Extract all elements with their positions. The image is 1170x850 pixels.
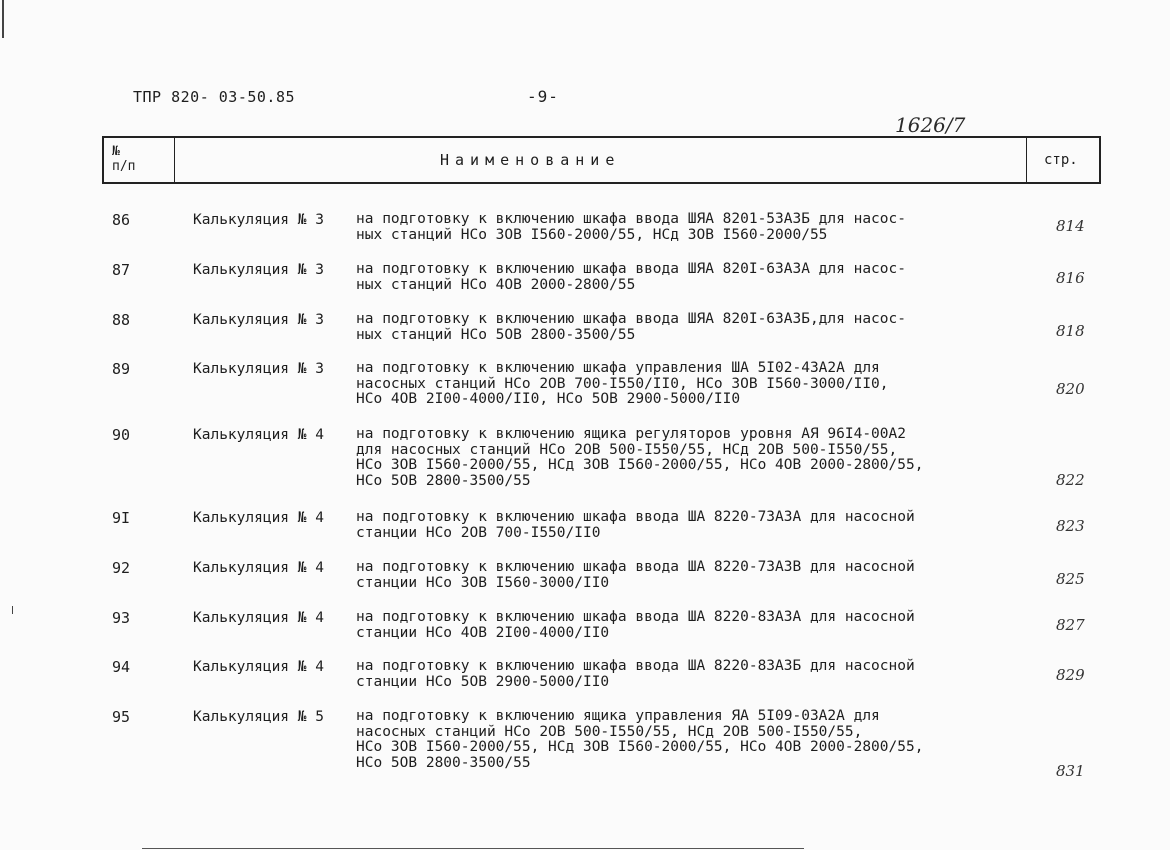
column-divider xyxy=(174,138,175,182)
page-reference: 829 xyxy=(1056,666,1085,684)
description-line: на подготовку к включению шкафа ввода ША 8220-83А3Б для насосной xyxy=(356,658,915,674)
row-number: 94 xyxy=(112,658,131,676)
description-line: на подготовку к включению шкафа ввода ШЯА 820I-63А3Б,для насос- xyxy=(356,311,906,327)
sheet-code: 1626/7 xyxy=(895,113,966,137)
description-line: станции НСо 5ОВ 2900-5000/II0 xyxy=(356,673,610,690)
description-line: станции НСо 4ОВ 2I00-4000/II0 xyxy=(356,624,610,641)
calculation-label: Калькуляция № 3 xyxy=(193,361,324,377)
calculation-label: Калькуляция № 3 xyxy=(193,312,324,328)
page-reference: 827 xyxy=(1056,616,1085,634)
page-reference: 820 xyxy=(1056,380,1085,398)
description-line: ных станций НСо 4ОВ 2000-2800/55 xyxy=(356,276,636,293)
description-line: на подготовку к включению шкафа ввода ША 8220-73А3В для насосной xyxy=(356,559,915,575)
description-line: НСо 3ОВ I560-2000/55, НСд 3ОВ I560-2000/55, НСо 4ОВ 2000-2800/55, xyxy=(356,739,924,755)
calculation-label: Калькуляция № 4 xyxy=(193,510,324,526)
description-line: станции НСо 3ОВ I560-3000/II0 xyxy=(356,574,610,591)
page-number: -9- xyxy=(527,87,559,106)
description-line: на подготовку к включению ящика управления ЯА 5I09-03А2А для xyxy=(356,708,880,724)
row-number: 95 xyxy=(112,708,131,726)
description-line: на подготовку к включению ящика регуляторов уровня АЯ 96I4-00А2 xyxy=(356,426,906,442)
calculation-label: Калькуляция № 3 xyxy=(193,262,324,278)
page-reference: 823 xyxy=(1056,517,1085,535)
description-line: НСо 4ОВ 2I00-4000/II0, НСо 5ОВ 2900-5000/II0 xyxy=(356,391,741,407)
scan-edge-mark xyxy=(2,0,4,38)
description-line: ных станций НСо 3ОВ I560-2000/55, НСд 3ОВ I560-2000/55 xyxy=(356,226,828,243)
header-number-column xyxy=(112,144,135,174)
calculation-label: Калькуляция № 4 xyxy=(193,427,324,443)
page-reference: 825 xyxy=(1056,570,1085,588)
page-reference: 822 xyxy=(1056,471,1085,489)
row-number: 87 xyxy=(112,261,131,279)
page-reference: 816 xyxy=(1056,269,1085,287)
description-line: на подготовку к включению шкафа управления ША 5I02-43А2А для xyxy=(356,360,880,376)
calculation-label: Калькуляция № 5 xyxy=(193,709,324,725)
page-reference: 818 xyxy=(1056,322,1085,340)
calculation-label: Калькуляция № 3 xyxy=(193,212,324,228)
row-number: 9I xyxy=(112,509,131,527)
row-number: 90 xyxy=(112,426,131,444)
description-line: НСо 5ОВ 2800-3500/55 xyxy=(356,754,531,771)
calculation-label: Калькуляция № 4 xyxy=(193,610,324,626)
row-number: 92 xyxy=(112,559,131,577)
description-line: на подготовку к включению шкафа ввода ШЯА 820I-63А3А для насос- xyxy=(356,261,906,277)
bottom-rule xyxy=(142,848,804,849)
description-line: насосных станций НСо 2ОВ 700-I550/II0, НСо 3ОВ I560-3000/II0, xyxy=(356,375,889,392)
description-line: на подготовку к включению шкафа ввода ША 8220-73А3А для насосной xyxy=(356,509,915,525)
description-line: для насосных станций НСо 2ОВ 500-I550/55, НСд 2ОВ 500-I550/55, xyxy=(356,441,898,458)
description-line: насосных станций НСо 2ОВ 500-I550/55, НСд 2ОВ 500-I550/55, xyxy=(356,723,863,740)
row-number: 89 xyxy=(112,360,131,378)
row-number: 88 xyxy=(112,311,131,329)
page-reference: 831 xyxy=(1056,762,1085,780)
calculation-label: Калькуляция № 4 xyxy=(193,560,324,576)
header-number-label: № п/п xyxy=(112,144,136,174)
header-name-column: Наименование xyxy=(440,151,621,169)
table-header xyxy=(102,136,1101,184)
description-line: ных станций НСо 5ОВ 2800-3500/55 xyxy=(356,326,636,343)
description-line: станции НСо 2ОВ 700-I550/II0 xyxy=(356,524,601,541)
calculation-label: Калькуляция № 4 xyxy=(193,659,324,675)
row-number: 86 xyxy=(112,211,131,229)
description-line: на подготовку к включению шкафа ввода ША 8220-83А3А для насосной xyxy=(356,609,915,625)
page-reference: 814 xyxy=(1056,217,1085,235)
scan-edge-mark xyxy=(12,606,13,614)
document-code: ТПР 820- 03-50.85 xyxy=(133,88,296,106)
column-divider xyxy=(1026,138,1027,182)
row-number: 93 xyxy=(112,609,131,627)
description-line: НСо 5ОВ 2800-3500/55 xyxy=(356,472,531,489)
header-page-column: стр. xyxy=(1044,152,1078,168)
description-line: НСо 3ОВ I560-2000/55, НСд 3ОВ I560-2000/55, НСо 4ОВ 2000-2800/55, xyxy=(356,457,924,473)
description-line: на подготовку к включению шкафа ввода ШЯА 8201-53А3Б для насос- xyxy=(356,211,906,227)
